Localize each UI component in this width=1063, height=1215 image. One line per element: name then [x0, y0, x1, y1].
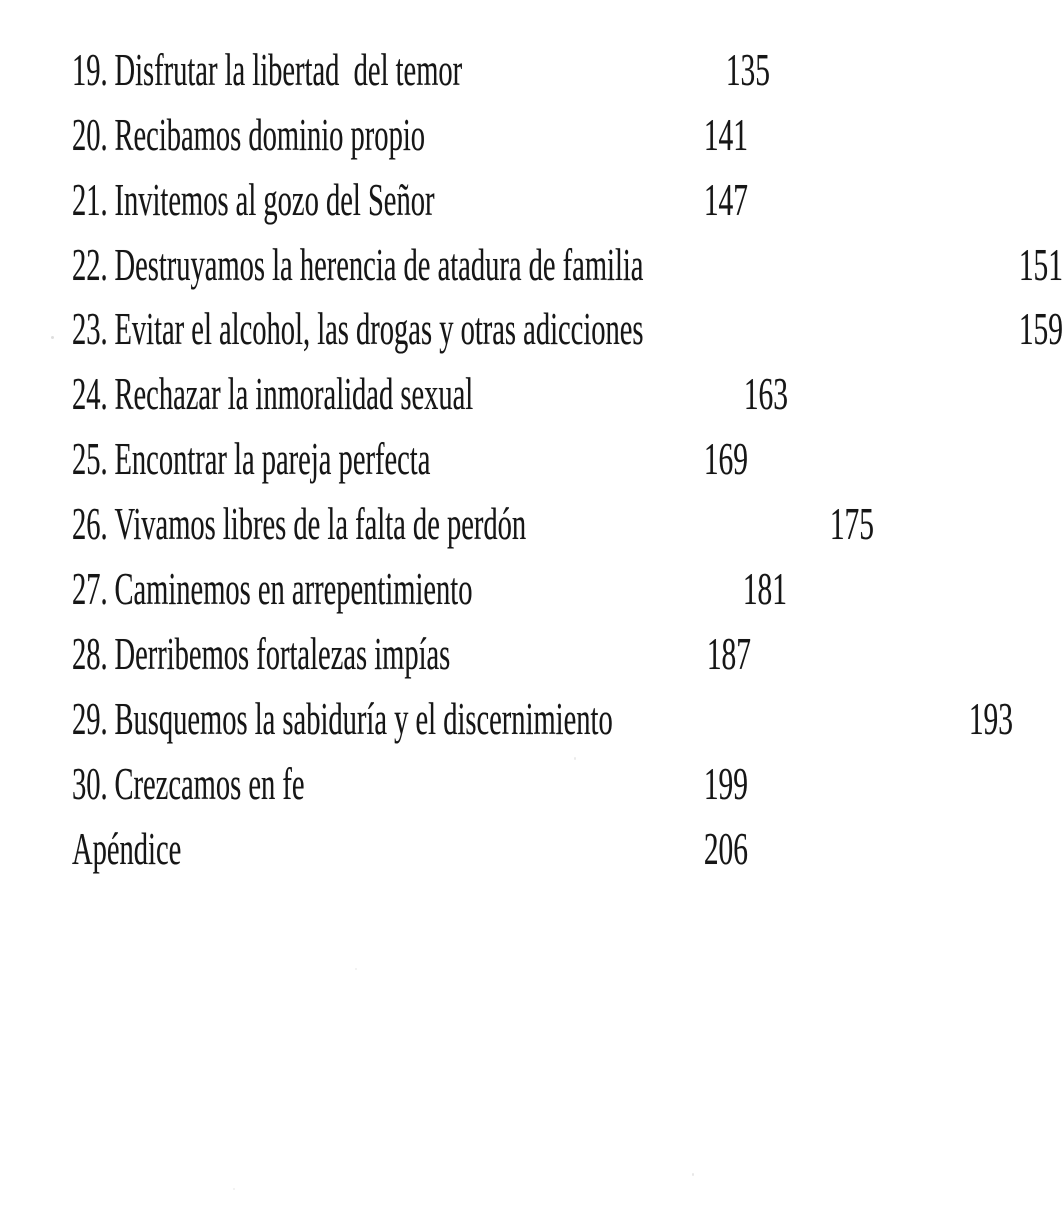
toc-entry-line: [72, 498, 527, 550]
toc-entry-number: 25.: [72, 433, 108, 485]
toc-entry-number: 30.: [72, 757, 108, 809]
toc-entry-line: [72, 173, 435, 225]
toc-entry-line: [72, 822, 182, 874]
toc-entry-title: Vivamos libres de la falta de perdón: [114, 498, 527, 550]
toc-entry-row: [72, 28, 771, 95]
toc-entry-row: [72, 288, 1063, 355]
toc-entry-page-number: 206: [703, 822, 748, 874]
toc-entry-page-number: 193: [968, 692, 1014, 744]
toc-entry-row: [72, 158, 748, 223]
toc-entry-title: Crezcamos en fe: [114, 757, 305, 809]
scan-speck: [355, 968, 357, 970]
scan-speck: [51, 336, 54, 339]
toc-entry-number: 29.: [72, 692, 108, 744]
toc-entry-line: [72, 303, 644, 355]
toc-entry-number: 21.: [72, 173, 108, 225]
toc-entry-page-number: 187: [706, 627, 752, 679]
toc-entry-line: [72, 757, 305, 809]
toc-entry-page-number: 147: [703, 173, 748, 225]
toc-entry-number: 28.: [72, 627, 108, 679]
toc-entry-line: [72, 368, 474, 420]
toc-entry-row: [72, 547, 787, 615]
toc-entry-number: 27.: [72, 563, 108, 615]
toc-entry-title: Derribemos fortalezas impías: [114, 627, 451, 679]
toc-entry-number: 20.: [72, 108, 108, 160]
toc-entry-page-number: 159: [1018, 303, 1063, 355]
table-of-contents: [72, 28, 1063, 874]
toc-entry-number: 24.: [72, 368, 108, 420]
toc-entry-page-number: 151: [1018, 238, 1063, 290]
toc-entry-row: [72, 223, 1063, 290]
toc-entry-title: Disfrutar la libertad del temor: [114, 43, 463, 95]
toc-entry-row: [72, 482, 874, 550]
toc-entry-line: [72, 692, 613, 744]
toc-entry-line: [72, 238, 644, 290]
scan-speck: [692, 1173, 694, 1176]
toc-entry-title: Destruyamos la herencia de atadura de familia: [114, 238, 644, 290]
toc-entry-title: Apéndice: [72, 822, 182, 874]
toc-entry-row: [72, 417, 748, 485]
toc-entry-title: Invitemos al gozo del Señor: [114, 173, 435, 225]
toc-entry-title: Evitar el alcohol, las drogas y otras adicciones: [114, 303, 644, 355]
toc-entry-line: [72, 108, 426, 160]
toc-entry-row: [72, 612, 752, 679]
toc-entry-row: [72, 352, 789, 420]
toc-entry-page-number: 199: [703, 757, 748, 809]
toc-entry-line: [72, 627, 451, 679]
toc-entry-title: Caminemos en arrepentimiento: [114, 563, 473, 615]
toc-entry-page-number: 135: [726, 43, 771, 95]
toc-entry-number: 23.: [72, 303, 108, 355]
toc-entry-number: 19.: [72, 43, 108, 95]
toc-entry-number: 26.: [72, 498, 108, 550]
toc-entry-page-number: 163: [743, 368, 789, 420]
toc-entry-line: [72, 563, 473, 615]
scan-speck: [233, 1188, 235, 1190]
toc-entry-title: Recibamos dominio propio: [114, 108, 426, 160]
toc-entry-row: [72, 93, 748, 158]
toc-entry-page-number: 141: [703, 108, 748, 160]
toc-entry-row: [72, 677, 1014, 744]
toc-entry-title: Encontrar la pareja perfecta: [114, 433, 431, 485]
toc-entry-page-number: 175: [829, 498, 874, 550]
toc-entry-page-number: 181: [742, 563, 787, 615]
toc-entry-line: [72, 433, 431, 485]
toc-entry-line: [72, 43, 463, 95]
toc-entry-title: Rechazar la inmoralidad sexual: [114, 368, 474, 420]
scan-speck: [574, 757, 576, 760]
toc-entry-number: 22.: [72, 238, 108, 290]
toc-entry-row: [72, 742, 748, 807]
toc-entry-row: [72, 807, 748, 872]
toc-entry-page-number: 169: [703, 433, 748, 485]
toc-entry-title: Busquemos la sabiduría y el discernimiento: [114, 692, 613, 744]
